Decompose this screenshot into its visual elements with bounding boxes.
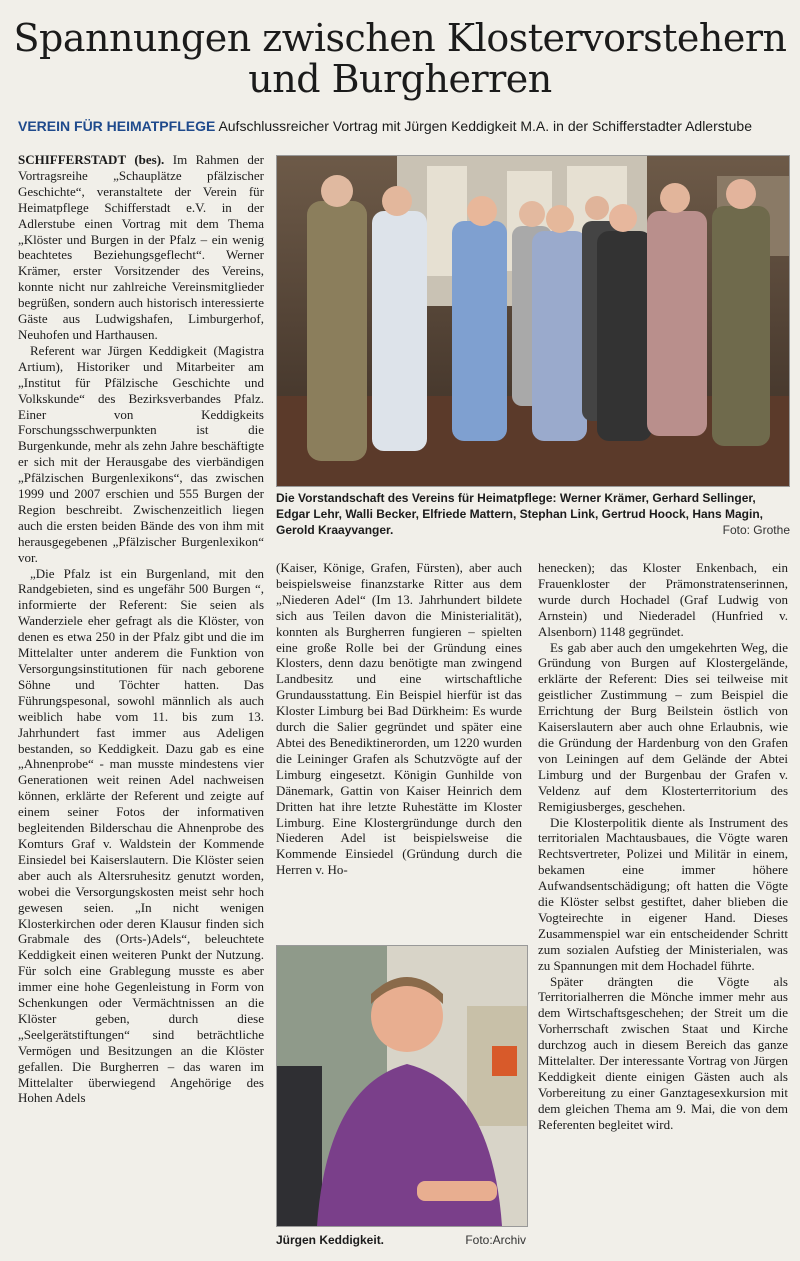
paragraph-7: Die Klosterpolitik diente als Instrument des territorialen Machtausbaues, die Vögte waren Rechtsvertreter, Polizei und Militär in einem, bekamen eine immer höhere Aufwandsentschädigung; oft hatten die Vögte die Klöster selbst gestiftet, daher blieben die Vogteirechte in eigener Hand. Dieses Zusammenspiel war ein entscheidender Schritt zum sozialen Aufstieg der Ministerialen, was zu Spannungen mit dem Hochadel führte. (538, 814, 788, 973)
paragraph-8: Später drängten die Vögte als Territorialherren die Mönche immer mehr aus dem Wirtschaftsgeschehen; der Streit um die Vorherrschaft zwischen Staat und Kirche durchzog auch in diesem Bereich das ganze Mittelalter. Der interessante Vortrag von Jürgen Keddigkeit diente einigen Gästen auch als Vorbereitung zu einer Ganztagesexkursion mit dem gleichen Thema am 9. Mai, die von dem Referenten begleitet wird. (538, 973, 788, 1132)
group-photo-image (277, 156, 789, 486)
subtitle: Aufschlussreicher Vortrag mit Jürgen Keddigkeit M.A. in der Schifferstadter Adlerstube (218, 118, 752, 134)
portrait-caption (276, 1232, 526, 1248)
paragraph-5: henecken); das Kloster Enkenbach, ein Frauenkloster der Prämonstratenserinnen, wurde durch Hochadel (Graf Ludwig von Arnstein) und Niederadel (Hunfried v. Alsenborn) 1148 gegründet. (538, 560, 788, 639)
dateline: SCHIFFERSTADT (bes). (18, 152, 165, 167)
group-photo-caption (276, 490, 790, 538)
group-photo-caption-text: Die Vorstandschaft des Vereins für Heimatpflege: Werner Krämer, Gerhard Sellinger, Edgar Lehr, Walli Becker, Elfriede Mattern, Stephan Link, Gertrud Hoock, Hans Magin, Gerold Kraayvanger. (276, 491, 763, 537)
group-photo-credit: Foto: Grothe (722, 523, 790, 537)
portrait-caption-text: Jürgen Keddigkeit. (276, 1233, 385, 1247)
paragraph-4: (Kaiser, Könige, Grafen, Fürsten), aber auch beispielsweise finanzstarke Ritter aus dem „Niederen Adel“ (Im 13. Jahrhundert bildete sich aus Teilen davon die Ministerialität), konnten als Burgherren fungieren – spielten eine große Rolle bei der Gründung eines Klosters, denn dazu benötigte man zwingend Landbesitz und eine wirtschaftliche Grundausstattung. Ein Beispiel hierfür ist das Kloster Limburg bei Bad Dürkheim: Es wurde durch die Salier gegründet und später eine Abtei des Benediktinerorden, um 1220 wurden die Leininger Grafen als Schutzvögte auf der Limburg eingesetzt. Königin Gunhilde von Dänemark, Gattin von Kaiser Heinrich dem Dritten hat ihre letzte Ruhestätte im Kloster Limburg. Eine Klostergründunge durch den Niederen Adel ist beispielsweise die Kommende Einsiedel (Gründung durch die Herren v. Ho- (276, 560, 522, 878)
paragraph-1: SCHIFFERSTADT (bes). Im Rahmen der Vortragsreihe „Schauplätze pfälzischer Geschichte“, veranstaltete der Verein für Heimatpflege Schifferstadt e.V. in der Adlerstube einen Vortrag mit dem Thema „Klöster und Burgen in der Pfalz – ein wenig beachtetes Beziehungsgeflecht“. Werner Krämer, erster Vorsitzender des Vereins, konnte nicht nur zahlreiche Vereinsmitglieder begrüßen, sondern auch historisch interessierte Gäste aus Ludwigshafen, Limburgerhof, Neuhofen und Harthausen. (18, 152, 264, 342)
people-group (307, 175, 770, 461)
paragraph-6: Es gab aber auch den umgekehrten Weg, die Gründung von Burgen auf Klostergelände, erklärte der Referent: Dies sei teilweise mit geistlicher Zustimmung – zum Beispiel die Errichtung der Burg Beilstein östlich von Kaiserslautern aber auch ohne Erlaubnis, wie die Gründung der Hardenburg von den Grafen von Leiningen auf dem Gelände der Abtei Limburg und der Burgenbau der Grafen v. Veldenz auf dem Klosterterritorium des Remigiusberges, geschehen. (538, 639, 788, 814)
column-1 (18, 152, 264, 1252)
portrait-credit: Foto:Archiv (465, 1233, 526, 1247)
subtitle-line (18, 118, 793, 134)
paragraph-3: „Die Pfalz ist ein Burgenland, mit den Randgebieten, sind es ungefähr 500 Burgen “, informierte der Referent: Sie seien als Wanderziele eher gefragt als die Klöster, von denen es etwa 250 in der Pfalz gibt und die im Mittelalter unter anderem die Funktion von Versorgungsinstitutionen für nach geborene Söhne und Töchter hatten. Das Führungspesonal, sowohl männlich als auch weiblich habe vom 11. bis zum 13. Jahrhundert fast immer aus Adeligen bestanden, so Keddigkeit. Dazu gab es eine „Ahnenprobe“ - man musste mindestens vier Generationen weit reinen Adel nachweisen können, erklärte der Referent und zeigte auf einem seiner Fotos der informativen begleitenden Bilderschau die Ahnenprobe des Komturs Graf v. Waldstein der Kommende Einsiedel bei Kaiserslautern. Die Klöster seien aber auch als Altersruhesitz genutzt worden, wobei die Versorgungskosten meist sehr hoch gewesen seien. „In nicht wenigen Klosterkirchen oder deren Klausur finden sich Grabmale des (Orts-)Adels“, beleuchtete Keddigkeit einen weiteren Punkt der Nutzung. Für solch eine Grablegung musste es aber immer eine hohe Gegenleistung in Form von Schenkungen oder Vermächtnissen an die Klöster geben, durch diese „Seelgerätstiftungen“ sind beträchtliche Vermögen und Besitzungen an die Klöster gefallen. Die Burgherren – das waren im Mittelalter überwiegend Angehörige des Hohen Adels (18, 565, 264, 1106)
column-2 (276, 560, 522, 938)
kicker: VEREIN FÜR HEIMATPFLEGE (18, 118, 216, 134)
paragraph-2: Referent war Jürgen Keddigkeit (Magistra Artium), Historiker und Mitarbeiter am „Institut für Pfälzische Geschichte und Volkskunde“ des Bezirksverbandes Pfalz. Einer von Keddigkeits Forschungsschwerpunkten ist die Burgenkunde, mehr als zehn Jahre beschäftigte er sich mit der Herausgabe des vierbändigen „Pfälzischen Burgenlexikons“, das zwischen 1999 und 2007 erschien und 555 Burgen der Region beschreibt. Zwischenzeitlich liegen auch die ersten beiden Bände des von ihm mit herausgegebenen „Pfälzischer Burgenlexikon“ vor. (18, 342, 264, 565)
headline: Spannungen zwischen Klostervorstehern und Burgherren (13, 16, 787, 101)
portrait-photo (276, 945, 528, 1227)
portrait-photo-image (277, 946, 527, 1226)
group-photo (276, 155, 790, 487)
column-3 (538, 560, 788, 1250)
